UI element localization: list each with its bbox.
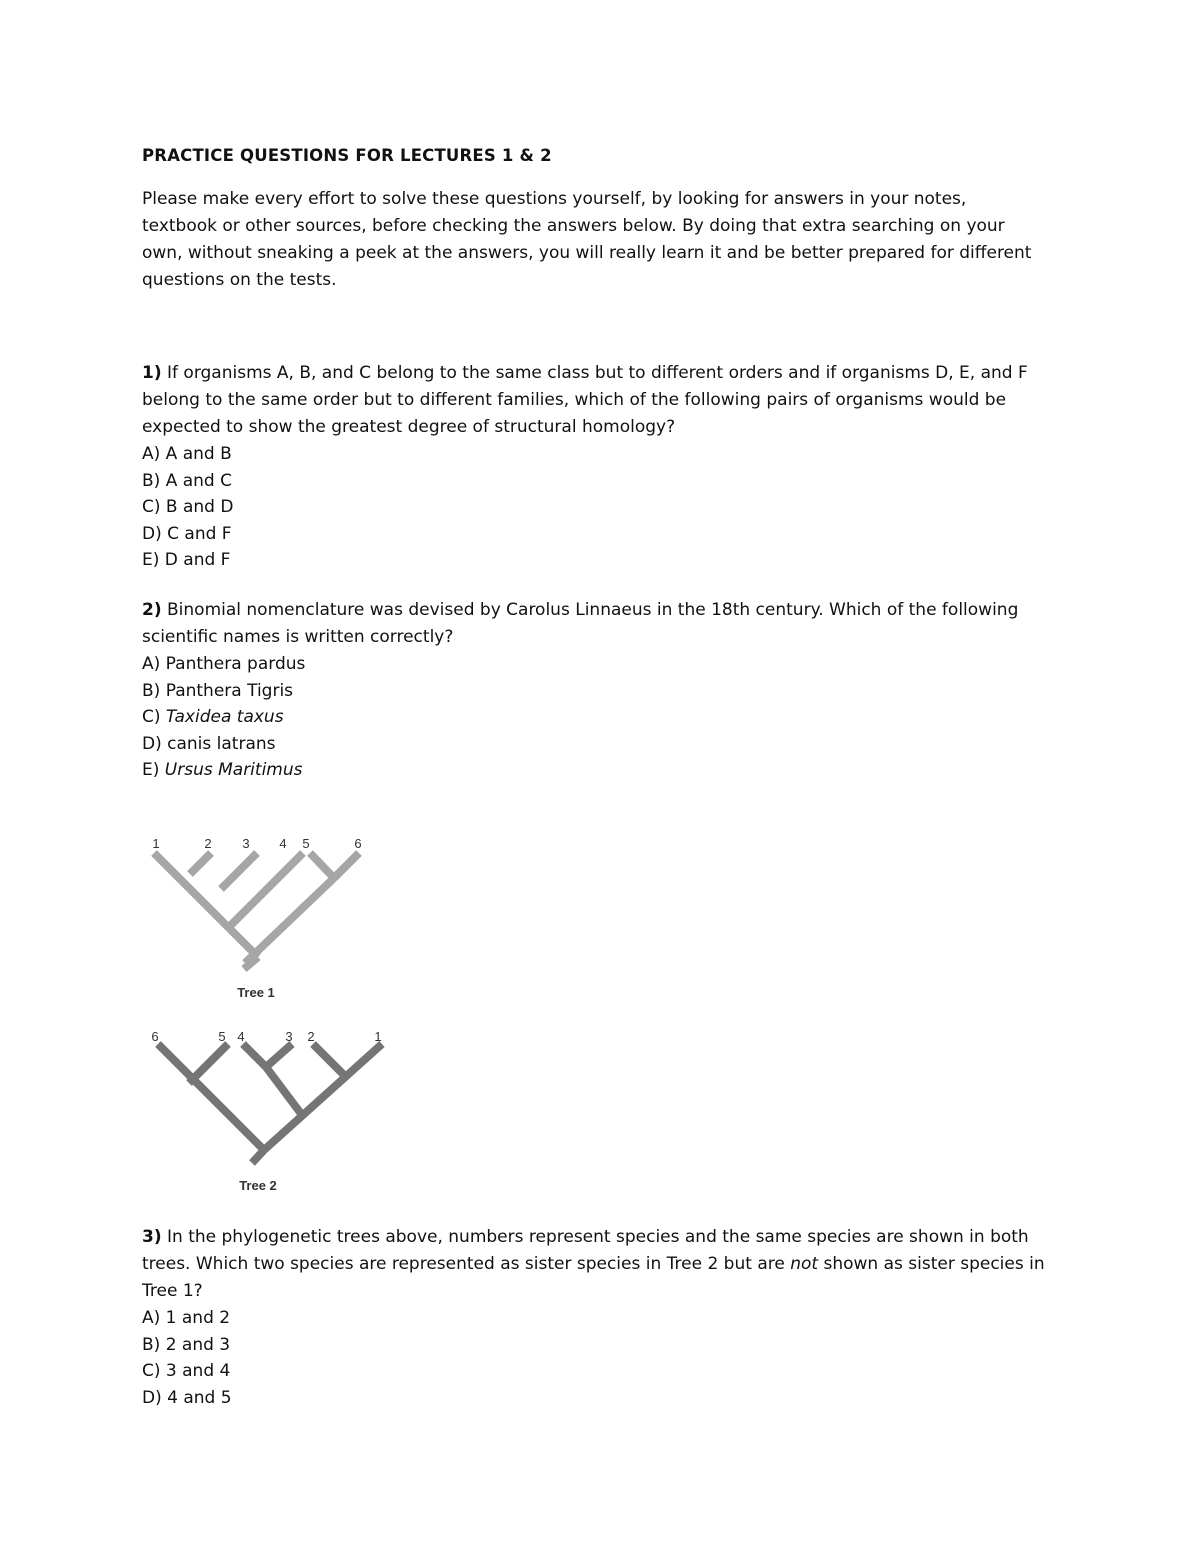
tree-2-branch bbox=[189, 1044, 228, 1083]
question-3-text: Tree 1? bbox=[142, 1281, 203, 1301]
question-3 bbox=[142, 1224, 1072, 1411]
tree-1-tip-label: 3 bbox=[242, 836, 250, 851]
tree-1-branch bbox=[245, 878, 334, 963]
intro-line: own, without sneaking a peek at the answers, you will really learn it and be better prepared for different bbox=[142, 243, 1032, 263]
tree-2-tip-label: 6 bbox=[151, 1029, 159, 1044]
tree-1-tip-label: 1 bbox=[152, 836, 160, 851]
tree-2-tip-label: 1 bbox=[374, 1029, 382, 1044]
tree-1-tip-label: 6 bbox=[354, 836, 362, 851]
question-1-number: 1) bbox=[142, 363, 162, 383]
question-1-option-e: E) D and F bbox=[142, 550, 231, 570]
question-3-emphasis: not bbox=[790, 1254, 819, 1274]
tree-1-branch bbox=[190, 853, 211, 874]
intro-line: textbook or other sources, before checking the answers below. By doing that extra searching on your bbox=[142, 216, 1005, 236]
question-2-text: scientific names is written correctly? bbox=[142, 627, 454, 647]
option-text: canis latrans bbox=[167, 733, 276, 754]
tree-2-tip-label: 3 bbox=[285, 1029, 293, 1044]
question-2-text: Binomial nomenclature was devised by Carolus Linnaeus in the 18th century. Which of the following bbox=[161, 600, 1019, 620]
question-1-text: expected to show the greatest degree of structural homology? bbox=[142, 417, 676, 437]
tree-2-branch bbox=[266, 1067, 302, 1115]
intro-line: Please make every effort to solve these questions yourself, by looking for answers in your notes, bbox=[142, 189, 967, 209]
tree-1-tip-label: 4 bbox=[279, 836, 287, 851]
tree-1-branch bbox=[310, 853, 334, 878]
question-3-text-part: shown as sister species in bbox=[818, 1254, 1045, 1274]
tree-2-tip-label: 4 bbox=[237, 1029, 245, 1044]
intro-line: questions on the tests. bbox=[142, 270, 337, 290]
question-3-option-b: B) 2 and 3 bbox=[142, 1334, 231, 1355]
option-text: Panthera Tigris bbox=[165, 680, 294, 701]
tree-2-tip-label: 2 bbox=[307, 1029, 315, 1044]
option-prefix: E) bbox=[142, 760, 165, 780]
question-3-option-c: C) 3 and 4 bbox=[142, 1361, 231, 1381]
tree-2-caption: Tree 2 bbox=[239, 1178, 277, 1193]
page-title: PRACTICE QUESTIONS FOR LECTURES 1 & 2 bbox=[142, 146, 552, 165]
tree-2-branch bbox=[243, 1044, 266, 1067]
option-text: Taxidea taxus bbox=[165, 707, 284, 727]
question-3-text-part: trees. Which two species are represented as sister species in Tree 2 but are bbox=[142, 1254, 791, 1274]
option-text: Ursus Maritimus bbox=[164, 760, 303, 780]
tree-2 bbox=[151, 1029, 382, 1193]
question-2-number: 2) bbox=[142, 600, 162, 620]
question-1-option-a: A) A and B bbox=[142, 444, 232, 464]
tree-1-branch bbox=[334, 853, 359, 878]
question-3-number: 3) bbox=[142, 1227, 162, 1247]
option-text: Panthera pardus bbox=[165, 654, 306, 674]
tree-2-branch bbox=[264, 1044, 382, 1150]
option-prefix: A) bbox=[142, 654, 166, 674]
tree-1-branch bbox=[221, 853, 257, 889]
question-1-text: belong to the same order but to different families, which of the following pairs of organisms would be bbox=[142, 390, 1007, 410]
question-1-option-d: D) C and F bbox=[142, 523, 232, 544]
tree-1-tip-label: 2 bbox=[204, 836, 212, 851]
tree-1-tip-label: 5 bbox=[302, 836, 310, 851]
option-prefix: D) bbox=[142, 733, 168, 754]
tree-2-branch bbox=[266, 1044, 292, 1067]
question-3-text bbox=[142, 1251, 1072, 1278]
question-3-text: In the phylogenetic trees above, numbers represent species and the same species are shown in both bbox=[161, 1227, 1029, 1247]
question-3-option-d: D) 4 and 5 bbox=[142, 1387, 232, 1408]
question-1-option-c: C) B and D bbox=[142, 497, 234, 517]
option-prefix: C) bbox=[142, 707, 166, 727]
tree-1 bbox=[152, 836, 361, 1000]
tree-1-caption: Tree 1 bbox=[237, 985, 275, 1000]
question-3-option-a: A) 1 and 2 bbox=[142, 1308, 231, 1328]
tree-2-branch bbox=[252, 1150, 264, 1163]
option-prefix: B) bbox=[142, 680, 166, 701]
question-1-text: If organisms A, B, and C belong to the same class but to different orders and if organisms D, E, and F bbox=[161, 363, 1028, 383]
tree-2-tip-label: 5 bbox=[218, 1029, 226, 1044]
question-3-stem bbox=[142, 1224, 1072, 1251]
question-1-option-b: B) A and C bbox=[142, 470, 232, 491]
tree-2-branch bbox=[313, 1044, 347, 1078]
